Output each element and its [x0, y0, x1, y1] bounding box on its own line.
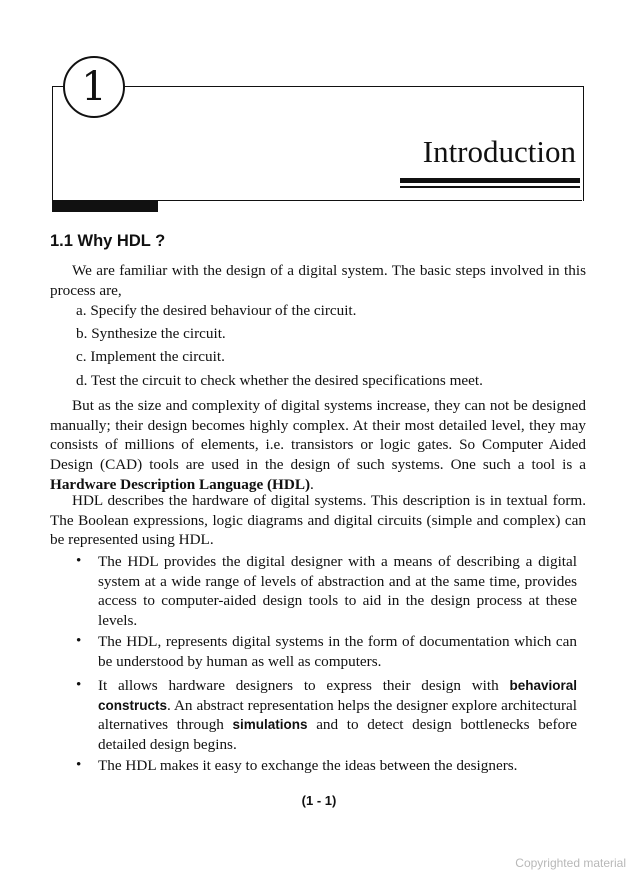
title-rule-thick — [400, 178, 580, 183]
step-item: a. Specify the desired behaviour of the circuit. — [76, 302, 357, 319]
bullet-item: The HDL provides the digital designer with a means of describing a digital system at a wide range of levels of abstraction and at the same time, provides access to computer-aided design tools to aid in the design process at these levels. — [98, 553, 577, 630]
chapter-black-tab — [52, 200, 158, 212]
b3-text-b: . An abstract representation helps the designer explore architectural alternatives through — [98, 696, 577, 734]
size-complexity-paragraph — [50, 396, 586, 495]
section-heading: 1.1 Why HDL ? — [50, 232, 166, 250]
bullet-item: The HDL makes it easy to exchange the ideas between the designers. — [98, 757, 518, 774]
step-item: c. Implement the circuit. — [76, 348, 225, 365]
copyright-watermark: Copyrighted material — [515, 856, 626, 870]
chapter-number: 1 — [81, 64, 107, 110]
para2-text: But as the size and complexity of digital systems increase, they can not be designed manually; their design becomes highly complex. At their most detailed level, they may consists of millions of elements, i.e. transistors or logic gates. So Computer Aided Design (CAD) tools are used in the design of such systems. One such a tool is a — [50, 397, 586, 474]
simulations-term: simulations — [232, 717, 308, 733]
intro-paragraph — [50, 261, 586, 300]
chapter-number-circle — [63, 56, 125, 118]
bullet-dot: • — [76, 756, 82, 773]
hdl-term: Hardware Description Language (HDL) — [50, 475, 311, 493]
bullet-dot: • — [76, 676, 82, 693]
bullet-item: The HDL, represents digital systems in the form of documentation which can be understood by human as well as computers. — [98, 633, 577, 670]
intro-text: We are familiar with the design of a digital system. The basic steps involved in this process are, — [50, 262, 586, 299]
step-item: d. Test the circuit to check whether the desired specifications meet. — [76, 372, 483, 389]
chapter-frame-left-edge — [52, 86, 53, 212]
bullet-dot: • — [76, 552, 82, 569]
b3-text-c: and to detect design bottlenecks before detailed design begins. — [98, 716, 577, 754]
chapter-title: Introduction — [422, 134, 576, 169]
b3-text-a: It allows hardware designers to express their design with — [98, 677, 510, 694]
step-item: b. Synthesize the circuit. — [76, 325, 226, 342]
bullet-dot: • — [76, 632, 82, 649]
para3-text: HDL describes the hardware of digital systems. This description is in textual form. The Boolean expressions, logic diagrams and digital circuits (simple and complex) can be represented using HDL. — [50, 492, 586, 549]
para2-end: . — [310, 475, 314, 493]
behavioral-constructs-term: behavioral constructs — [98, 678, 577, 713]
title-rule-thin — [400, 186, 580, 188]
hdl-description-paragraph — [50, 491, 586, 550]
bullet-item — [98, 676, 577, 755]
page-number: (1 - 1) — [301, 793, 337, 808]
